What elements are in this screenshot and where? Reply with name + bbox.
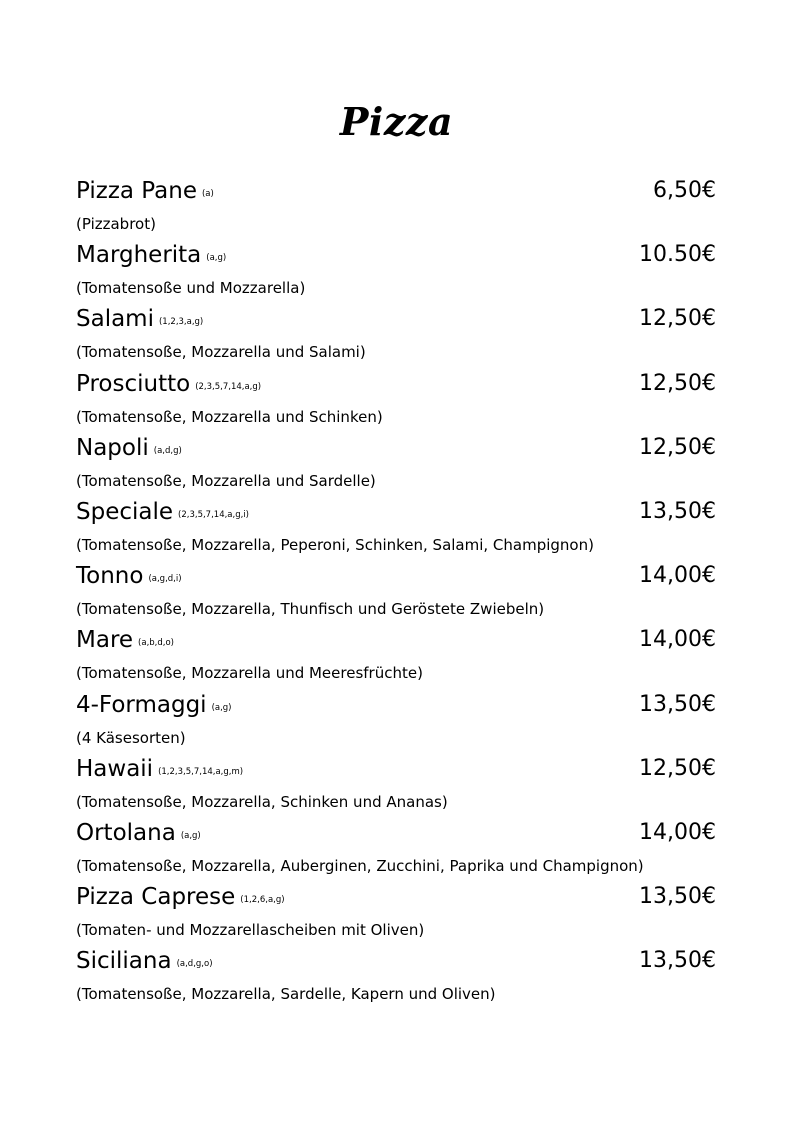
item-price: 13,50€ — [639, 884, 716, 910]
item-allergens: (a,b,d,o) — [138, 638, 174, 649]
item-allergens: (1,2,3,a,g) — [158, 317, 204, 328]
item-description: (Tomatensoße, Mozzarella und Schinken) — [76, 407, 383, 426]
item-name-wrapper — [76, 176, 214, 209]
item-description: (Tomatensoße, Mozzarella, Peperoni, Schinken, Salami, Champignon) — [76, 535, 594, 554]
item-allergens: (a,g,d,i) — [148, 574, 182, 585]
item-allergens: (a,d,g) — [153, 445, 182, 456]
item-price: 13,50€ — [639, 498, 716, 524]
item-name: Prosciutto — [76, 370, 191, 397]
item-allergens: (a,g) — [206, 253, 227, 264]
item-price: 12,50€ — [639, 434, 716, 460]
menu-item — [76, 814, 718, 878]
item-allergens: (a,g) — [180, 830, 201, 841]
item-allergens: (1,2,3,5,7,14,a,g,m) — [158, 766, 244, 777]
item-price: 13,50€ — [639, 948, 716, 974]
item-description: (Tomatensoße und Mozzarella) — [76, 279, 306, 298]
menu-item-header — [76, 172, 718, 210]
menu-item — [76, 493, 718, 557]
item-name: 4-Formaggi — [76, 691, 207, 718]
item-name-wrapper — [76, 818, 201, 851]
menu-item-header — [76, 750, 718, 788]
item-name-wrapper — [76, 882, 285, 915]
item-description: (Tomatensoße, Mozzarella, Schinken und Ananas) — [76, 792, 448, 811]
menu-item — [76, 236, 718, 300]
item-name-wrapper — [76, 369, 261, 402]
menu-item-header — [76, 878, 718, 916]
item-name: Siciliana — [76, 948, 172, 975]
menu-list — [76, 172, 718, 1006]
menu-item — [76, 300, 718, 364]
menu-item-header — [76, 429, 718, 467]
item-price: 12,50€ — [639, 370, 716, 396]
item-price: 10.50€ — [639, 242, 716, 268]
item-price: 6,50€ — [653, 178, 716, 203]
menu-item-header — [76, 493, 718, 531]
item-name: Speciale — [76, 498, 174, 525]
item-price: 14,00€ — [639, 563, 716, 589]
menu-item — [76, 621, 718, 685]
menu-item-header — [76, 557, 718, 595]
item-description: (Pizzabrot) — [76, 215, 156, 233]
menu-item — [76, 429, 718, 493]
item-name-wrapper — [76, 304, 203, 337]
menu-item — [76, 172, 718, 236]
menu-item-header — [76, 686, 718, 724]
item-name-wrapper — [76, 561, 182, 594]
item-description: (Tomatensoße, Mozzarella und Meeresfrüchte) — [76, 664, 423, 683]
item-name-wrapper — [76, 497, 249, 530]
menu-item-header — [76, 942, 718, 980]
item-allergens: (2,3,5,7,14,a,g,i) — [178, 509, 249, 520]
item-description: (Tomatensoße, Mozzarella, Auberginen, Zucchini, Paprika und Champignon) — [76, 856, 644, 875]
item-name: Pizza Caprese — [76, 884, 236, 911]
menu-item-header — [76, 621, 718, 659]
menu-item-header — [76, 365, 718, 403]
menu-item — [76, 750, 718, 814]
item-price: 12,50€ — [639, 755, 716, 781]
menu-item — [76, 557, 718, 621]
item-allergens: (1,2,6,a,g) — [240, 895, 285, 906]
menu-item — [76, 878, 718, 942]
menu-item-header — [76, 236, 718, 274]
item-allergens: (a,d,g,o) — [176, 959, 213, 970]
item-description: (Tomaten- und Mozzarellascheiben mit Oliven) — [76, 921, 425, 940]
item-name-wrapper — [76, 946, 213, 979]
item-name: Hawaii — [76, 755, 154, 782]
item-description: (Tomatensoße, Mozzarella, Thunfisch und Geröstete Zwiebeln) — [76, 600, 545, 619]
item-description: (4 Käsesorten) — [76, 728, 186, 747]
menu-item-header — [76, 814, 718, 852]
item-price: 12,50€ — [639, 306, 716, 332]
item-price: 14,00€ — [639, 627, 716, 653]
item-name-wrapper — [76, 625, 174, 658]
item-name: Napoli — [76, 434, 149, 461]
item-name: Margherita — [76, 242, 202, 269]
item-allergens: (a,g) — [211, 702, 232, 713]
item-name: Mare — [76, 627, 134, 654]
item-price: 13,50€ — [639, 691, 716, 717]
item-description: (Tomatensoße, Mozzarella, Sardelle, Kapern und Oliven) — [76, 985, 496, 1004]
menu-item-header — [76, 300, 718, 338]
item-name: Pizza Pane — [76, 178, 197, 204]
menu-item — [76, 686, 718, 750]
menu-item — [76, 942, 718, 1006]
item-price: 14,00€ — [639, 819, 716, 845]
item-name: Tonno — [76, 563, 144, 590]
item-name-wrapper — [76, 754, 243, 787]
item-name: Ortolana — [76, 819, 176, 846]
item-description: (Tomatensoße, Mozzarella und Sardelle) — [76, 471, 376, 490]
item-allergens: (2,3,5,7,14,a,g) — [195, 381, 262, 392]
item-name-wrapper — [76, 240, 226, 273]
item-allergens: (a) — [201, 189, 214, 199]
item-name-wrapper — [76, 690, 232, 723]
menu-item — [76, 365, 718, 429]
item-name: Salami — [76, 306, 154, 333]
page-title: Pizza — [339, 99, 454, 144]
item-description: (Tomatensoße, Mozzarella und Salami) — [76, 343, 366, 362]
item-name-wrapper — [76, 433, 182, 466]
